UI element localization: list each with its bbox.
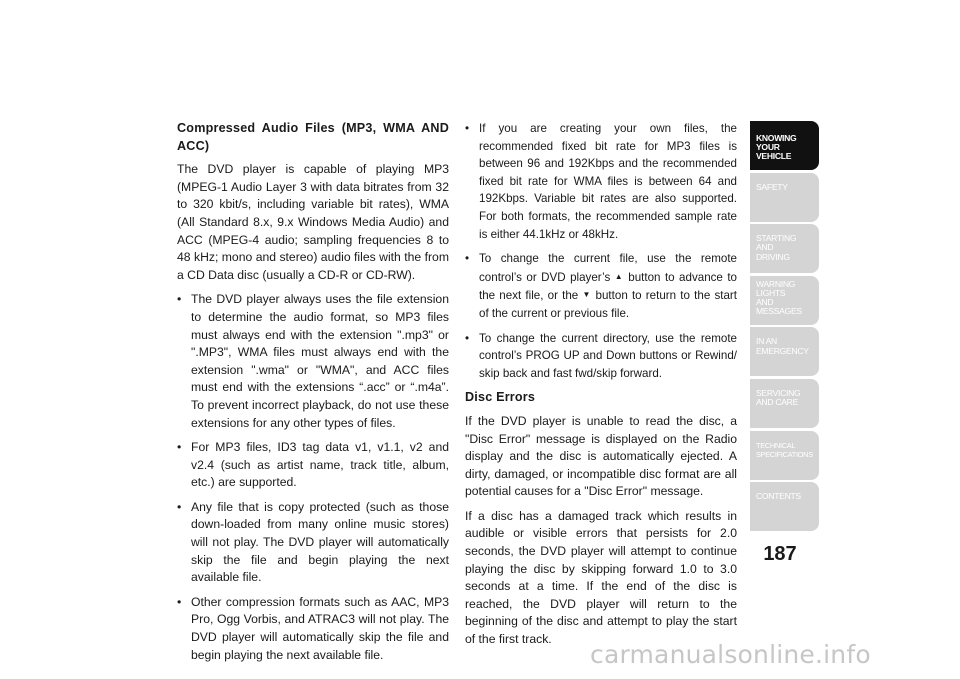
bullet-glyph: •: [465, 122, 470, 135]
up-arrow-icon: ▲: [614, 271, 624, 281]
left-column: [177, 120, 449, 671]
right-bullet-list: [465, 120, 737, 382]
bullet-glyph: •: [177, 440, 182, 455]
right-column: [465, 120, 737, 656]
intro-paragraph: The DVD player is capable of playing MP3 (MPEG-1 Audio Layer 3 with data bitrates from 32 to 320 kbit/s, including variable bit rates), WMA (All Standard 8.x, 9.x Windows Media Audio) and ACC (MPEG-4 audio; sampling frequencies 8 to 48 kHz; mono and stereo) audio files with the from a CD Data disc (usually a CD-R or CD-RW).: [177, 162, 449, 282]
chapter-tabs: [750, 121, 819, 534]
list-item: • To change the current directory, use the remote control’s PROG UP and Down buttons or Rewind/ skip back and fast fwd/skip forward.: [465, 331, 737, 380]
bullet-glyph: •: [177, 594, 182, 609]
section-heading-disc-errors: Disc Errors: [465, 390, 536, 405]
bullet-glyph: •: [177, 499, 182, 514]
bullet-glyph: •: [465, 252, 470, 266]
tab-knowing-your-vehicle[interactable]: KNOWING YOUR VEHICLE: [750, 121, 819, 170]
tab-safety[interactable]: SAFETY: [750, 173, 819, 222]
watermark: carmanualsonline.info: [590, 640, 871, 669]
list-item: • If you are creating your own files, the recommended fixed bit rate for MP3 files is between 96 and 192Kbps and the recommended fixed bit rate for WMA files is between 64 and 192Kbps. Variable bit rates are also supported. For both formats, the recommended sample rate is either 44.1kHz or 48kHz.: [465, 122, 737, 241]
tab-starting-and-driving[interactable]: STARTING AND DRIVING: [750, 224, 819, 273]
tab-contents[interactable]: CONTENTS: [750, 482, 819, 531]
list-item: • Any file that is copy protected (such as those down-loaded from many online music stores) will not play. The DVD player will automatically skip the file and begin playing the next available file.: [177, 499, 449, 585]
tab-warning-lights-and-messages[interactable]: WARNING LIGHTS AND MESSAGES: [750, 276, 819, 325]
bullet-glyph: •: [177, 292, 182, 307]
section-heading-compressed-audio: Compressed Audio Files (MP3, WMA AND ACC): [177, 121, 449, 153]
damaged-track-paragraph: If a disc has a damaged track which results in audible or visible errors that persists for 2.0 seconds, the DVD player will attempt to continue playing the disc by skipping forward 1.0 to 3.0 seconds at a time. If the end of the disc is reached, the DVD player will return to the beginning of the disc and attempt to play the start of the first track.: [465, 508, 737, 647]
list-item: • To change the current file, use the remote control’s or DVD player’s ▲ button to advance to the next file, or the ▼ button to return to the start of the current or previous file.: [465, 252, 737, 320]
list-item: • For MP3 files, ID3 tag data v1, v1.1, v2 and v2.4 (such as artist name, track title, album, etc.) are supported.: [177, 440, 449, 490]
left-bullet-list: [177, 291, 449, 664]
bullet-glyph: •: [465, 331, 470, 345]
page-number: 187: [763, 543, 797, 565]
list-item: • The DVD player always uses the file extension to determine the audio format, so MP3 files must always end with the extension ".mp3" or ".MP3", WMA files must always end with the extension ".wma" or "WMA", and ACC files must end with the extensions “.acc” or “.m4a”. To prevent incorrect playback, do not use these extensions for any other types of files.: [177, 292, 449, 430]
disc-errors-paragraph: If the DVD player is unable to read the disc, a "Disc Error" message is displayed on the Radio display and the disc is automatically ejected. A dirty, damaged, or incompatible disc format are all potential causes for a "Disc Error" message.: [465, 413, 737, 499]
tab-in-an-emergency[interactable]: IN AN EMERGENCY: [750, 327, 819, 376]
down-arrow-icon: ▼: [582, 290, 592, 300]
list-item: • Other compression formats such as AAC, MP3 Pro, Ogg Vorbis, and ATRAC3 will not play. The DVD player will automatically skip the file and begin playing the next available file.: [177, 594, 449, 662]
tab-servicing-and-care[interactable]: SERVICING AND CARE: [750, 379, 819, 428]
tab-technical-specifications[interactable]: TECHNICAL SPECIFICATIONS: [750, 431, 819, 480]
